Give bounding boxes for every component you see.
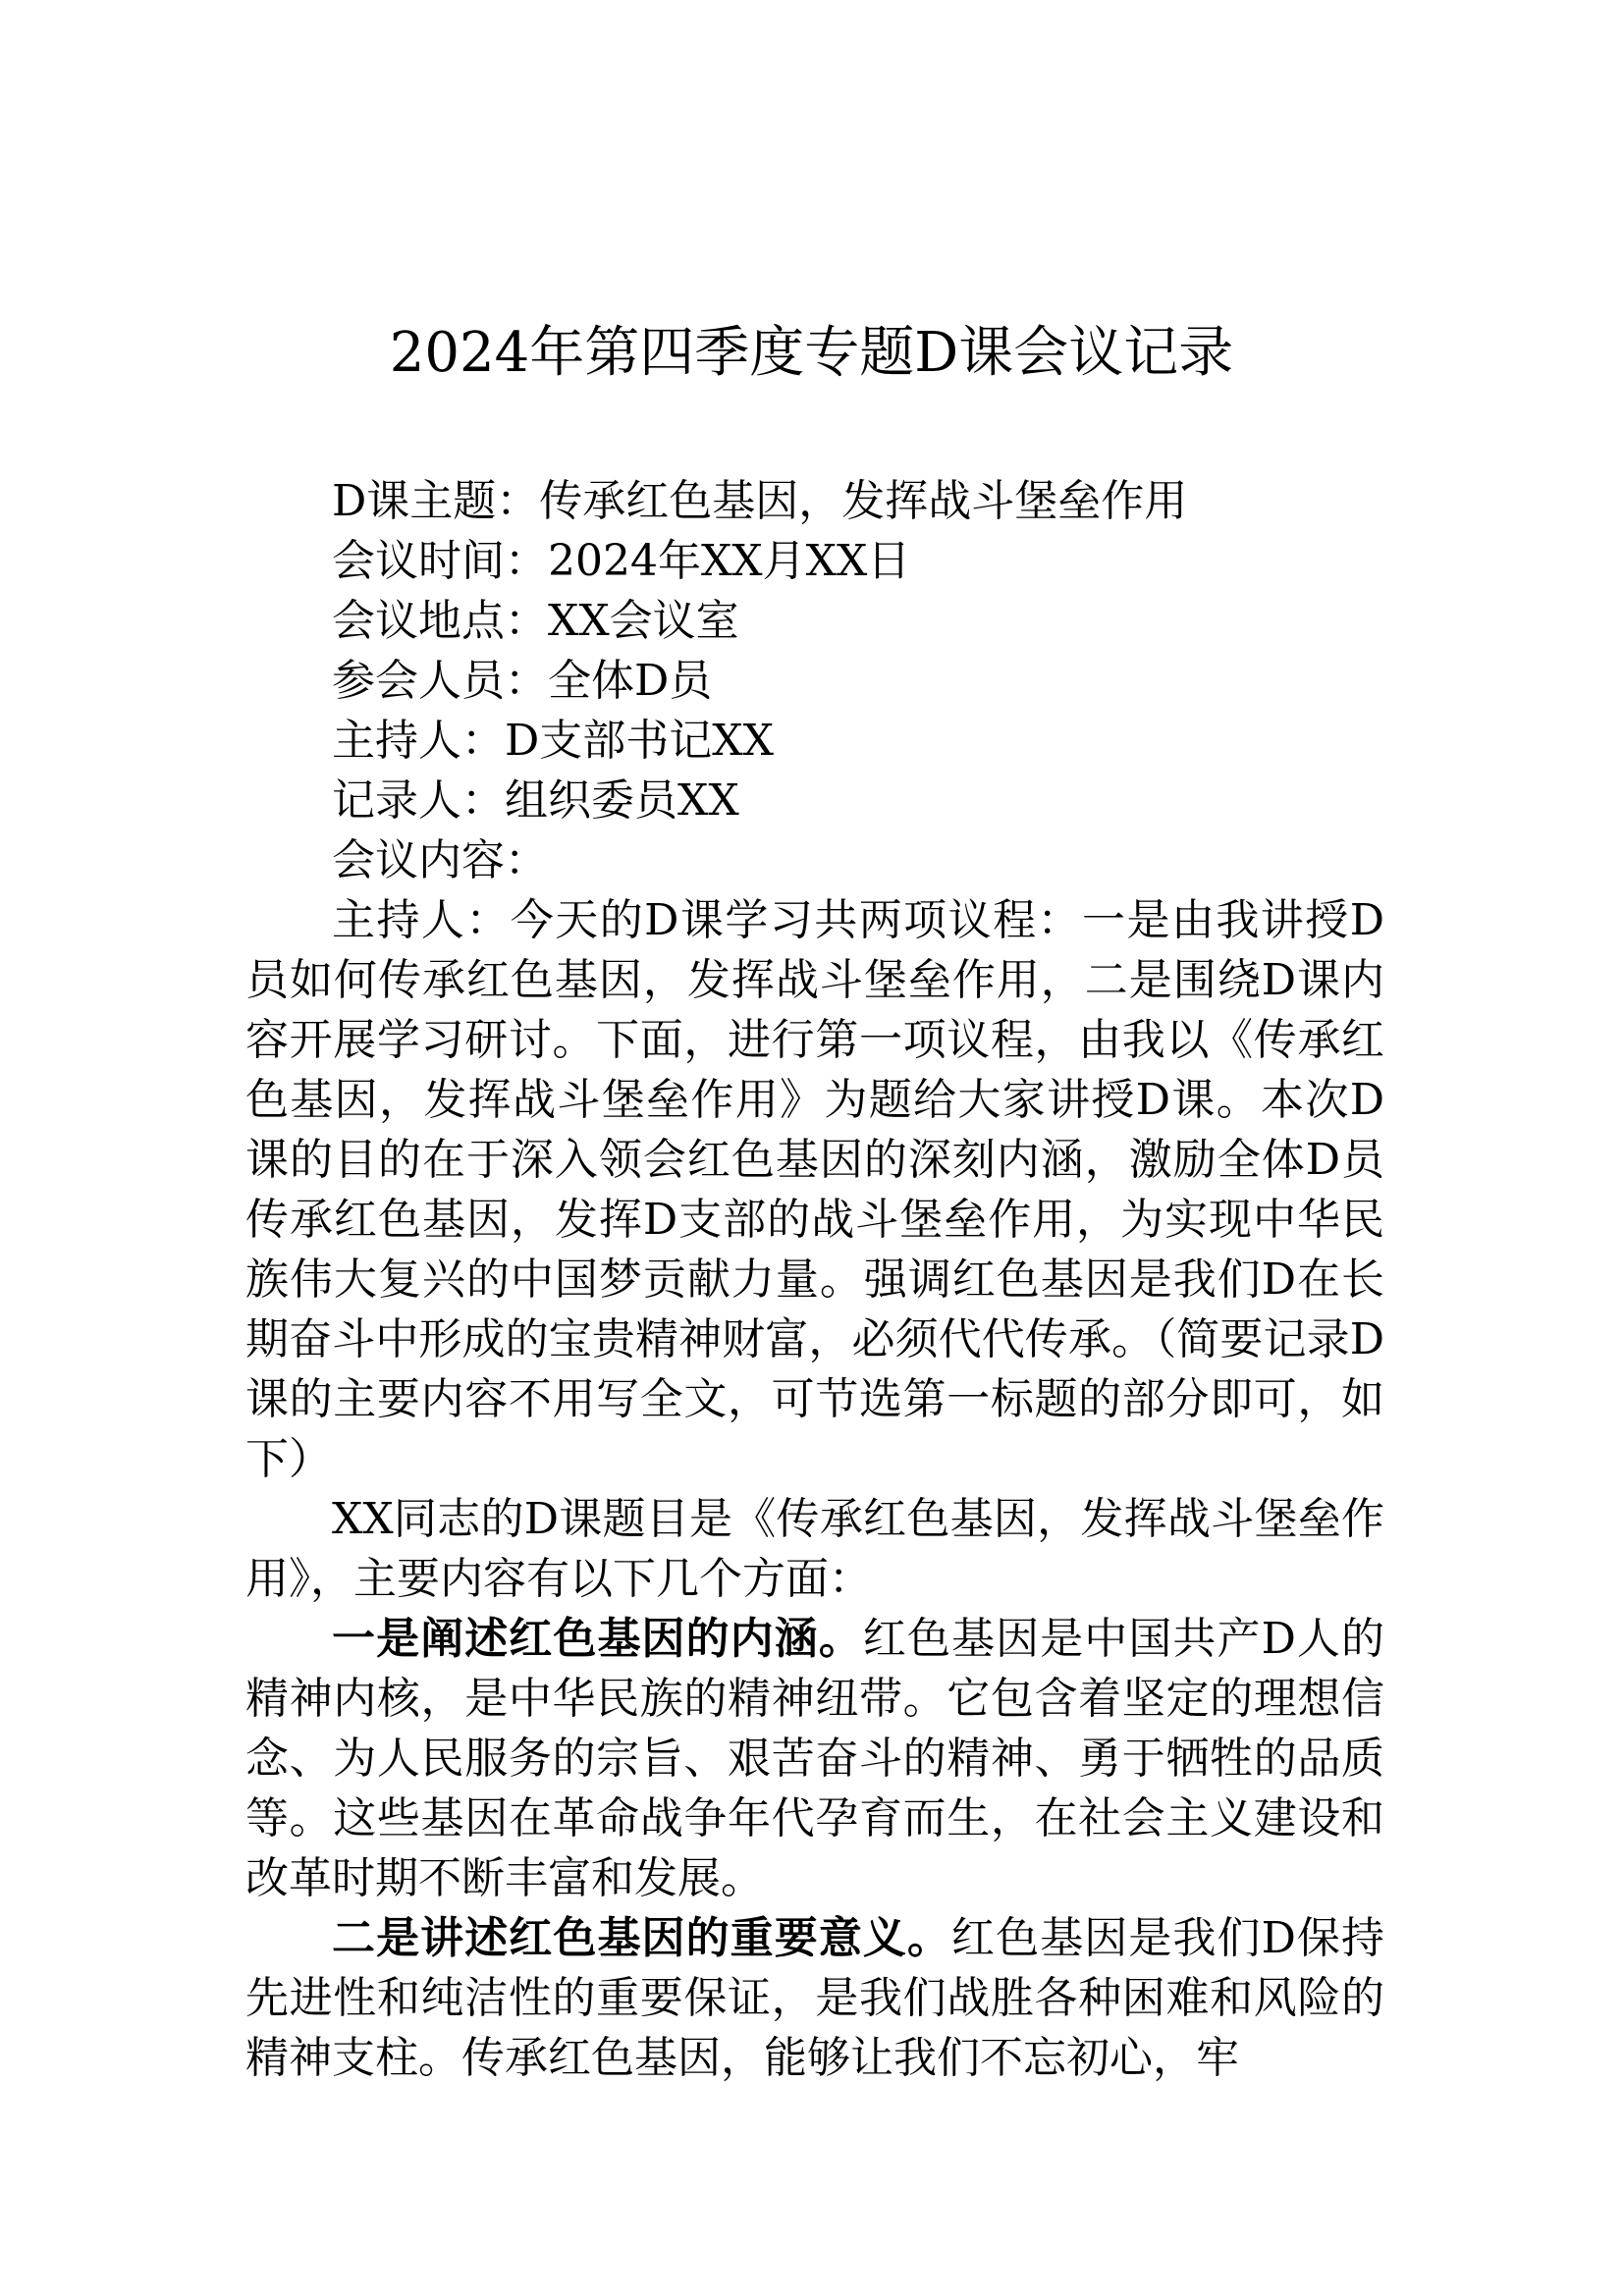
document-body [245,471,1384,2088]
point-text: 红色基因是我们D保持先进性和纯洁性的重要保证，是我们战胜各种困难和风险的精神支柱。传承红色基因，能够让我们不忘初心，牢 [245,1913,1384,2083]
point-lead: 二是讲述红色基因的重要意义。 [332,1913,952,1963]
meta-recorder [245,771,1384,830]
meta-label: 会议内容： [332,835,548,885]
meta-label: 主持人： [332,716,505,766]
point-lead: 一是阐述红色基因的内涵。 [332,1614,863,1664]
meta-time [245,531,1384,591]
meta-value: D支部书记XX [505,716,774,766]
meta-topic [245,471,1384,531]
body-paragraph: 主持人：今天的D课学习共两项议程：一是由我讲授D员如何传承红色基因，发挥战斗堡垒作用，二是围绕D课内容开展学习研讨。下面，进行第一项议程，由我以《传承红色基因，发挥战斗堡垒作用》为题给大家讲授D课。本次D课的目的在于深入领会红色基因的深刻内涵，激励全体D员传承红色基因，发挥D支部的战斗堡垒作用，为实现中华民族伟大复兴的中国梦贡献力量。强调红色基因是我们D在长期奋斗中形成的宝贵精神财富，必须代代传承。（简要记录D课的主要内容不用写全文，可节选第一标题的部分即可，如下） [245,895,1384,1484]
meta-value: 传承红色基因，发挥战斗堡垒作用 [539,476,1188,526]
meta-label: 会议地点： [332,596,548,646]
meta-location [245,591,1384,651]
meta-value: 组织委员XX [505,775,739,826]
body-paragraph: XX同志的D课题目是《传承红色基因，发挥战斗堡垒作用》，主要内容有以下几个方面： [245,1494,1384,1604]
point-paragraph [245,1908,1384,2088]
meta-value: XX会议室 [548,596,739,646]
meta-attendees [245,651,1384,711]
point-text: 红色基因是中国共产D人的精神内核，是中华民族的精神纽带。它包含着坚定的理想信念、为人民服务的宗旨、艰苦奋斗的精神、勇于牺牲的品质等。这些基因在革命战争年代孕育而生，在社会主义建设和改革时期不断丰富和发展。 [245,1614,1385,1903]
meta-content [245,830,1384,890]
meta-label: 会议时间： [332,536,548,586]
meta-value: 2024年XX月XX日 [548,536,911,586]
meta-value: 全体D员 [548,656,713,706]
meta-label: D课主题： [332,476,540,526]
meta-host [245,711,1384,771]
meta-label: 参会人员： [332,656,548,706]
meta-label: 记录人： [332,775,505,826]
point-paragraph [245,1609,1384,1908]
document-title: 2024年第四季度专题D课会议记录 [389,321,1234,385]
